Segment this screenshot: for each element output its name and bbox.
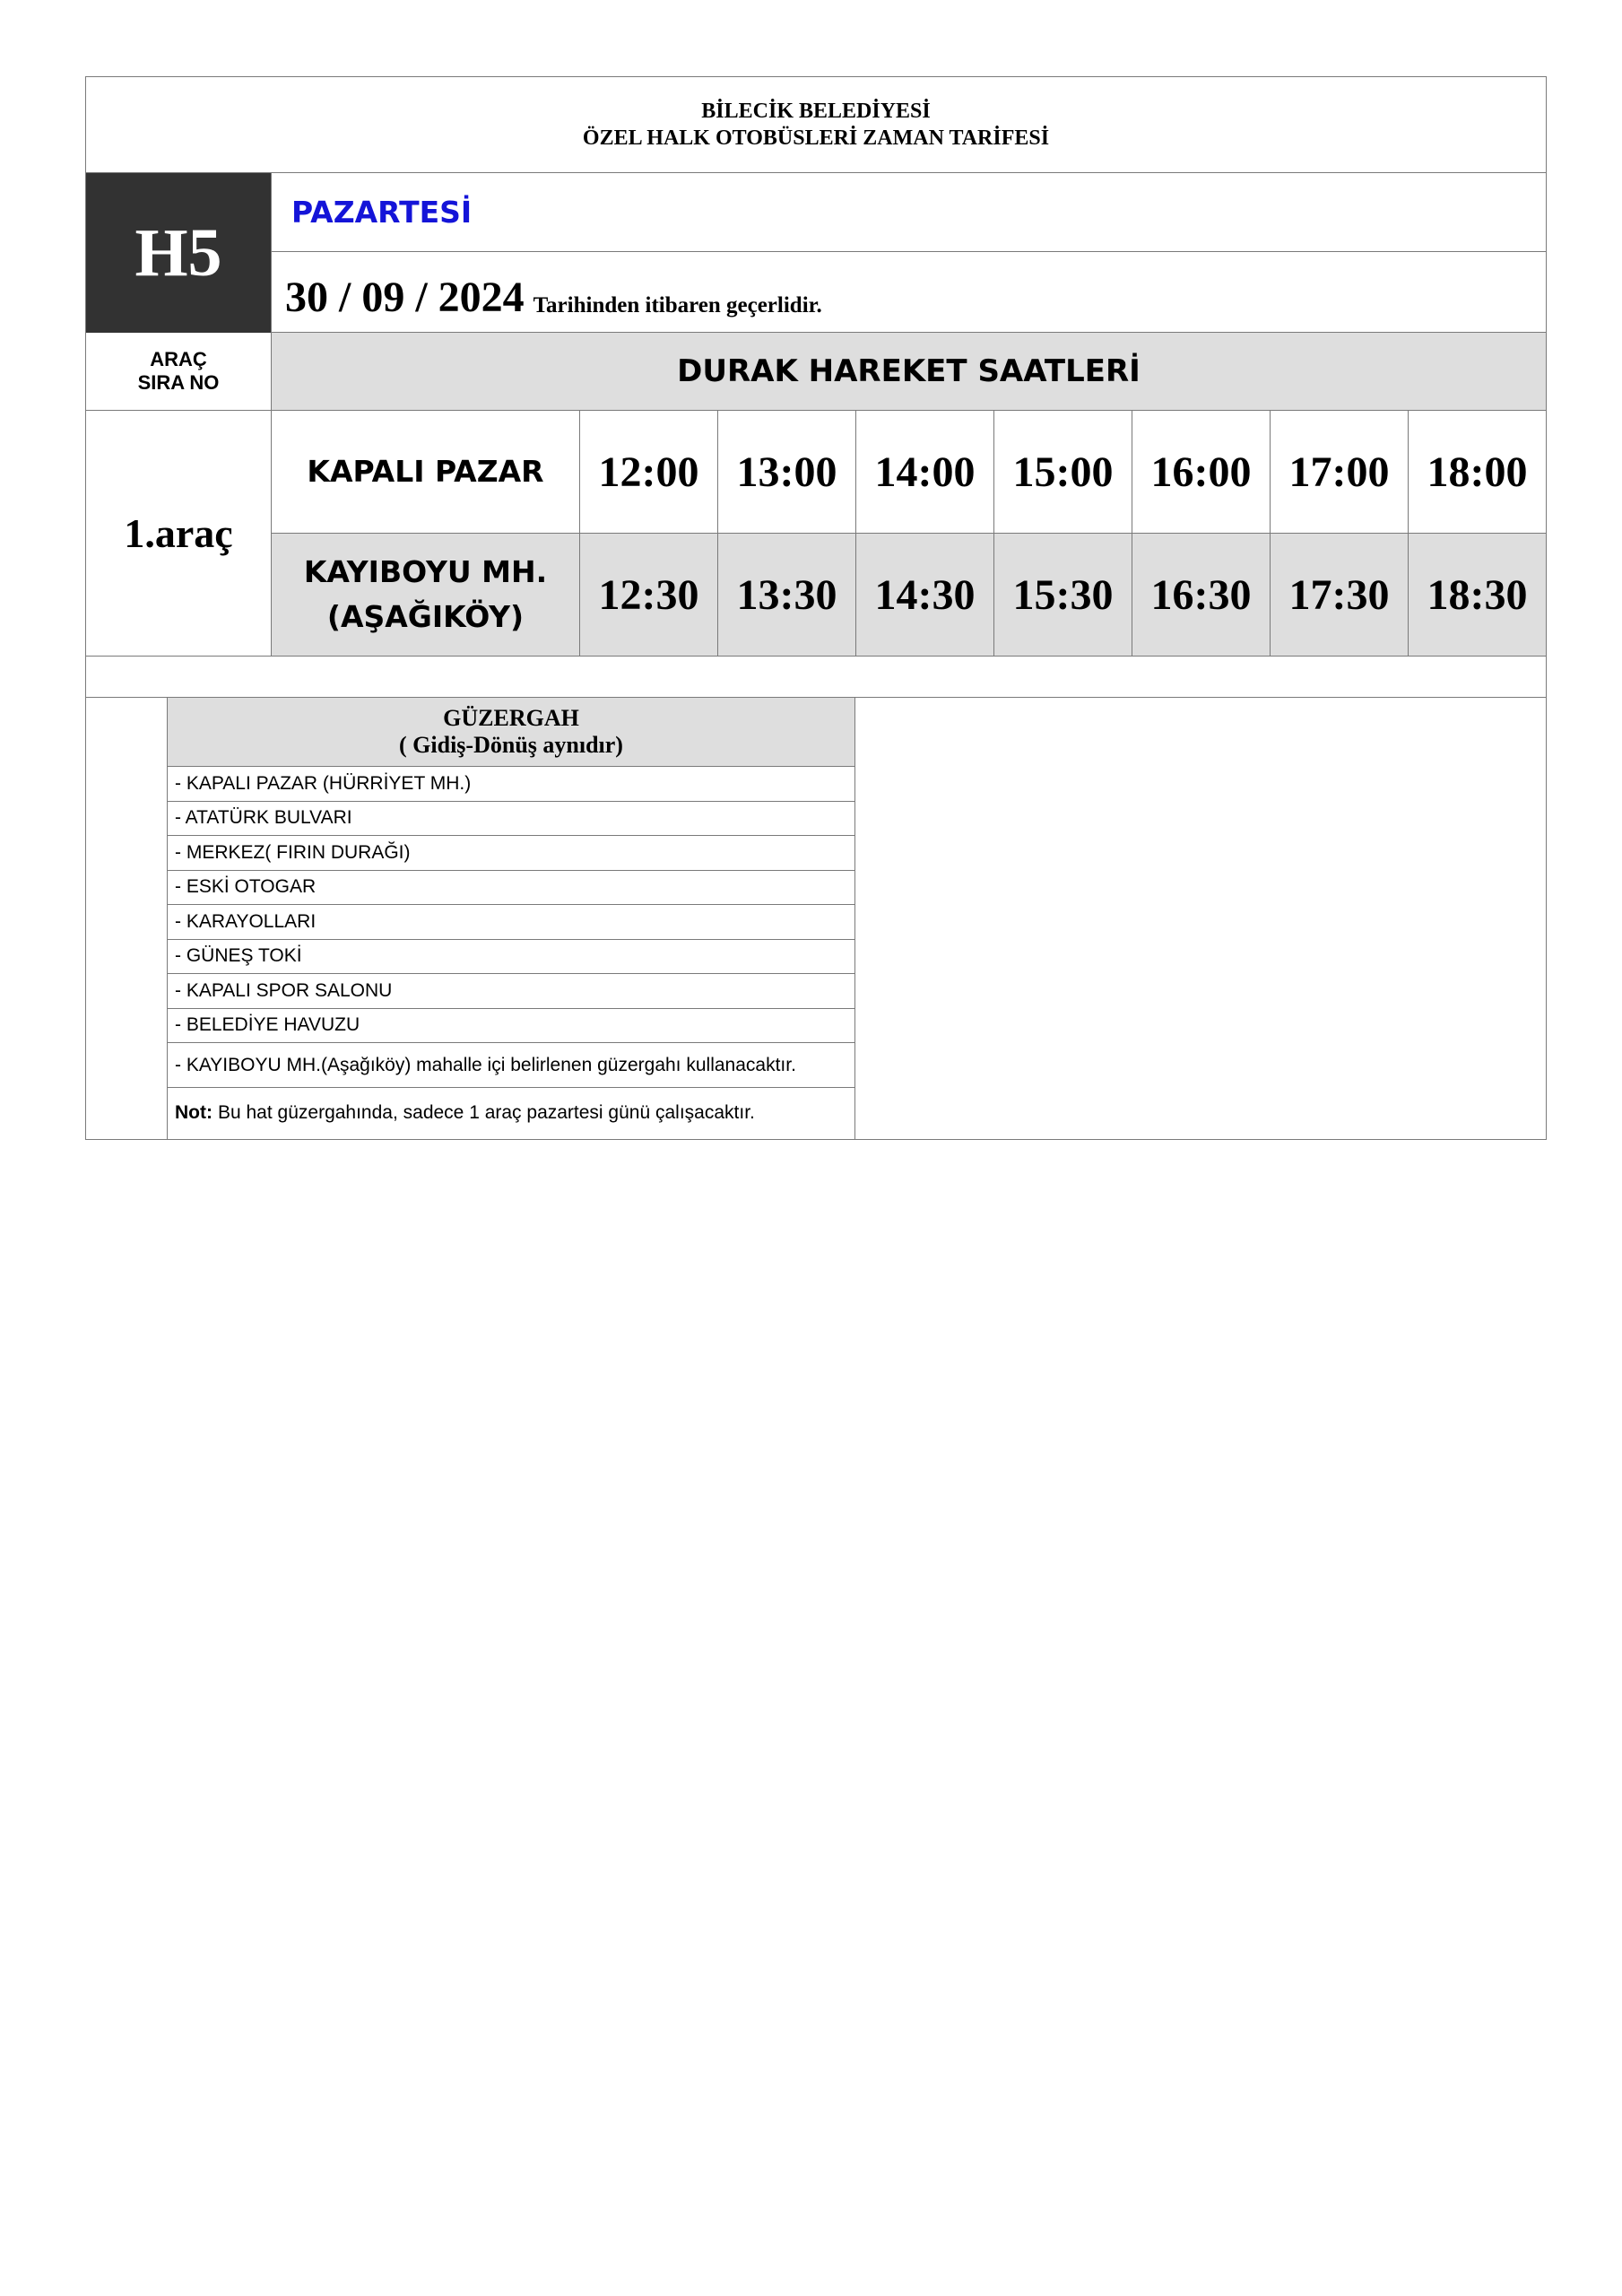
route-header xyxy=(168,698,854,767)
timetable-title: ÖZEL HALK OTOBÜSLERİ ZAMAN TARİFESİ xyxy=(582,126,1050,150)
day-name: PAZARTESİ xyxy=(291,195,473,230)
list-item: - KARAYOLLARI xyxy=(168,905,854,940)
route-title: GÜZERGAH xyxy=(443,705,579,731)
validity-note: Tarihinden itibaren geçerlidir. xyxy=(533,293,822,317)
departure-time: 17:00 xyxy=(1271,411,1409,533)
route-note xyxy=(168,1088,854,1137)
list-item: - GÜNEŞ TOKİ xyxy=(168,940,854,975)
stop-name: KAYIBOYU MH. (AŞAĞIKÖY) xyxy=(272,534,580,656)
stop-name: KAPALI PAZAR xyxy=(272,411,580,533)
list-item: - ATATÜRK BULVARI xyxy=(168,802,854,837)
departure-time: 14:00 xyxy=(856,411,994,533)
table-row xyxy=(272,534,1546,657)
municipality-name: BİLECİK BELEDİYESİ xyxy=(701,100,931,123)
vehicle-header-line1: ARAÇ xyxy=(150,348,207,370)
timetable-sheet xyxy=(85,76,1547,1140)
departure-time: 17:30 xyxy=(1271,534,1409,656)
validity-date: 30 / 09 / 2024 xyxy=(285,274,525,321)
table-row xyxy=(272,411,1546,534)
departure-time: 13:30 xyxy=(718,534,856,656)
list-item: - KAPALI SPOR SALONU xyxy=(168,974,854,1009)
list-item: - KAYIBOYU MH.(Aşağıköy) mahalle içi belirlenen güzergahı kullanacaktır. xyxy=(168,1043,854,1088)
list-item: - MERKEZ( FIRIN DURAĞI) xyxy=(168,836,854,871)
note-label: Not: xyxy=(175,1101,213,1123)
route-table xyxy=(167,698,855,1139)
departure-time: 16:30 xyxy=(1132,534,1271,656)
departure-time: 18:00 xyxy=(1427,448,1528,496)
list-item: - KAPALI PAZAR (HÜRRİYET MH.) xyxy=(168,767,854,802)
departure-time: 12:30 xyxy=(580,534,718,656)
list-item: - BELEDİYE HAVUZU xyxy=(168,1009,854,1044)
document-header xyxy=(86,77,1546,173)
vehicle-number: 1.araç xyxy=(86,411,272,657)
validity-row xyxy=(272,252,1546,333)
departure-time: 15:00 xyxy=(994,411,1132,533)
day-label xyxy=(272,173,1546,252)
vehicle-column-header xyxy=(86,333,272,411)
line-code: H5 xyxy=(86,173,272,333)
departure-time: 15:30 xyxy=(994,534,1132,656)
departure-time: 16:00 xyxy=(1132,411,1271,533)
list-item: - ESKİ OTOGAR xyxy=(168,871,854,906)
note-text: Bu hat güzergahında, sadece 1 araç pazartesi günü çalışacaktır. xyxy=(217,1101,755,1123)
schedule-title: DURAK HAREKET SAATLERİ xyxy=(272,333,1546,411)
departure-time: 13:00 xyxy=(718,411,856,533)
departure-time: 12:00 xyxy=(580,411,718,533)
route-subtitle: ( Gidiş-Dönüş aynıdır) xyxy=(399,732,623,758)
departure-time: 18:30 xyxy=(1427,570,1528,619)
vehicle-header-line2: SIRA NO xyxy=(137,371,220,394)
departure-time: 14:30 xyxy=(856,534,994,656)
spacer-row xyxy=(86,657,1546,698)
